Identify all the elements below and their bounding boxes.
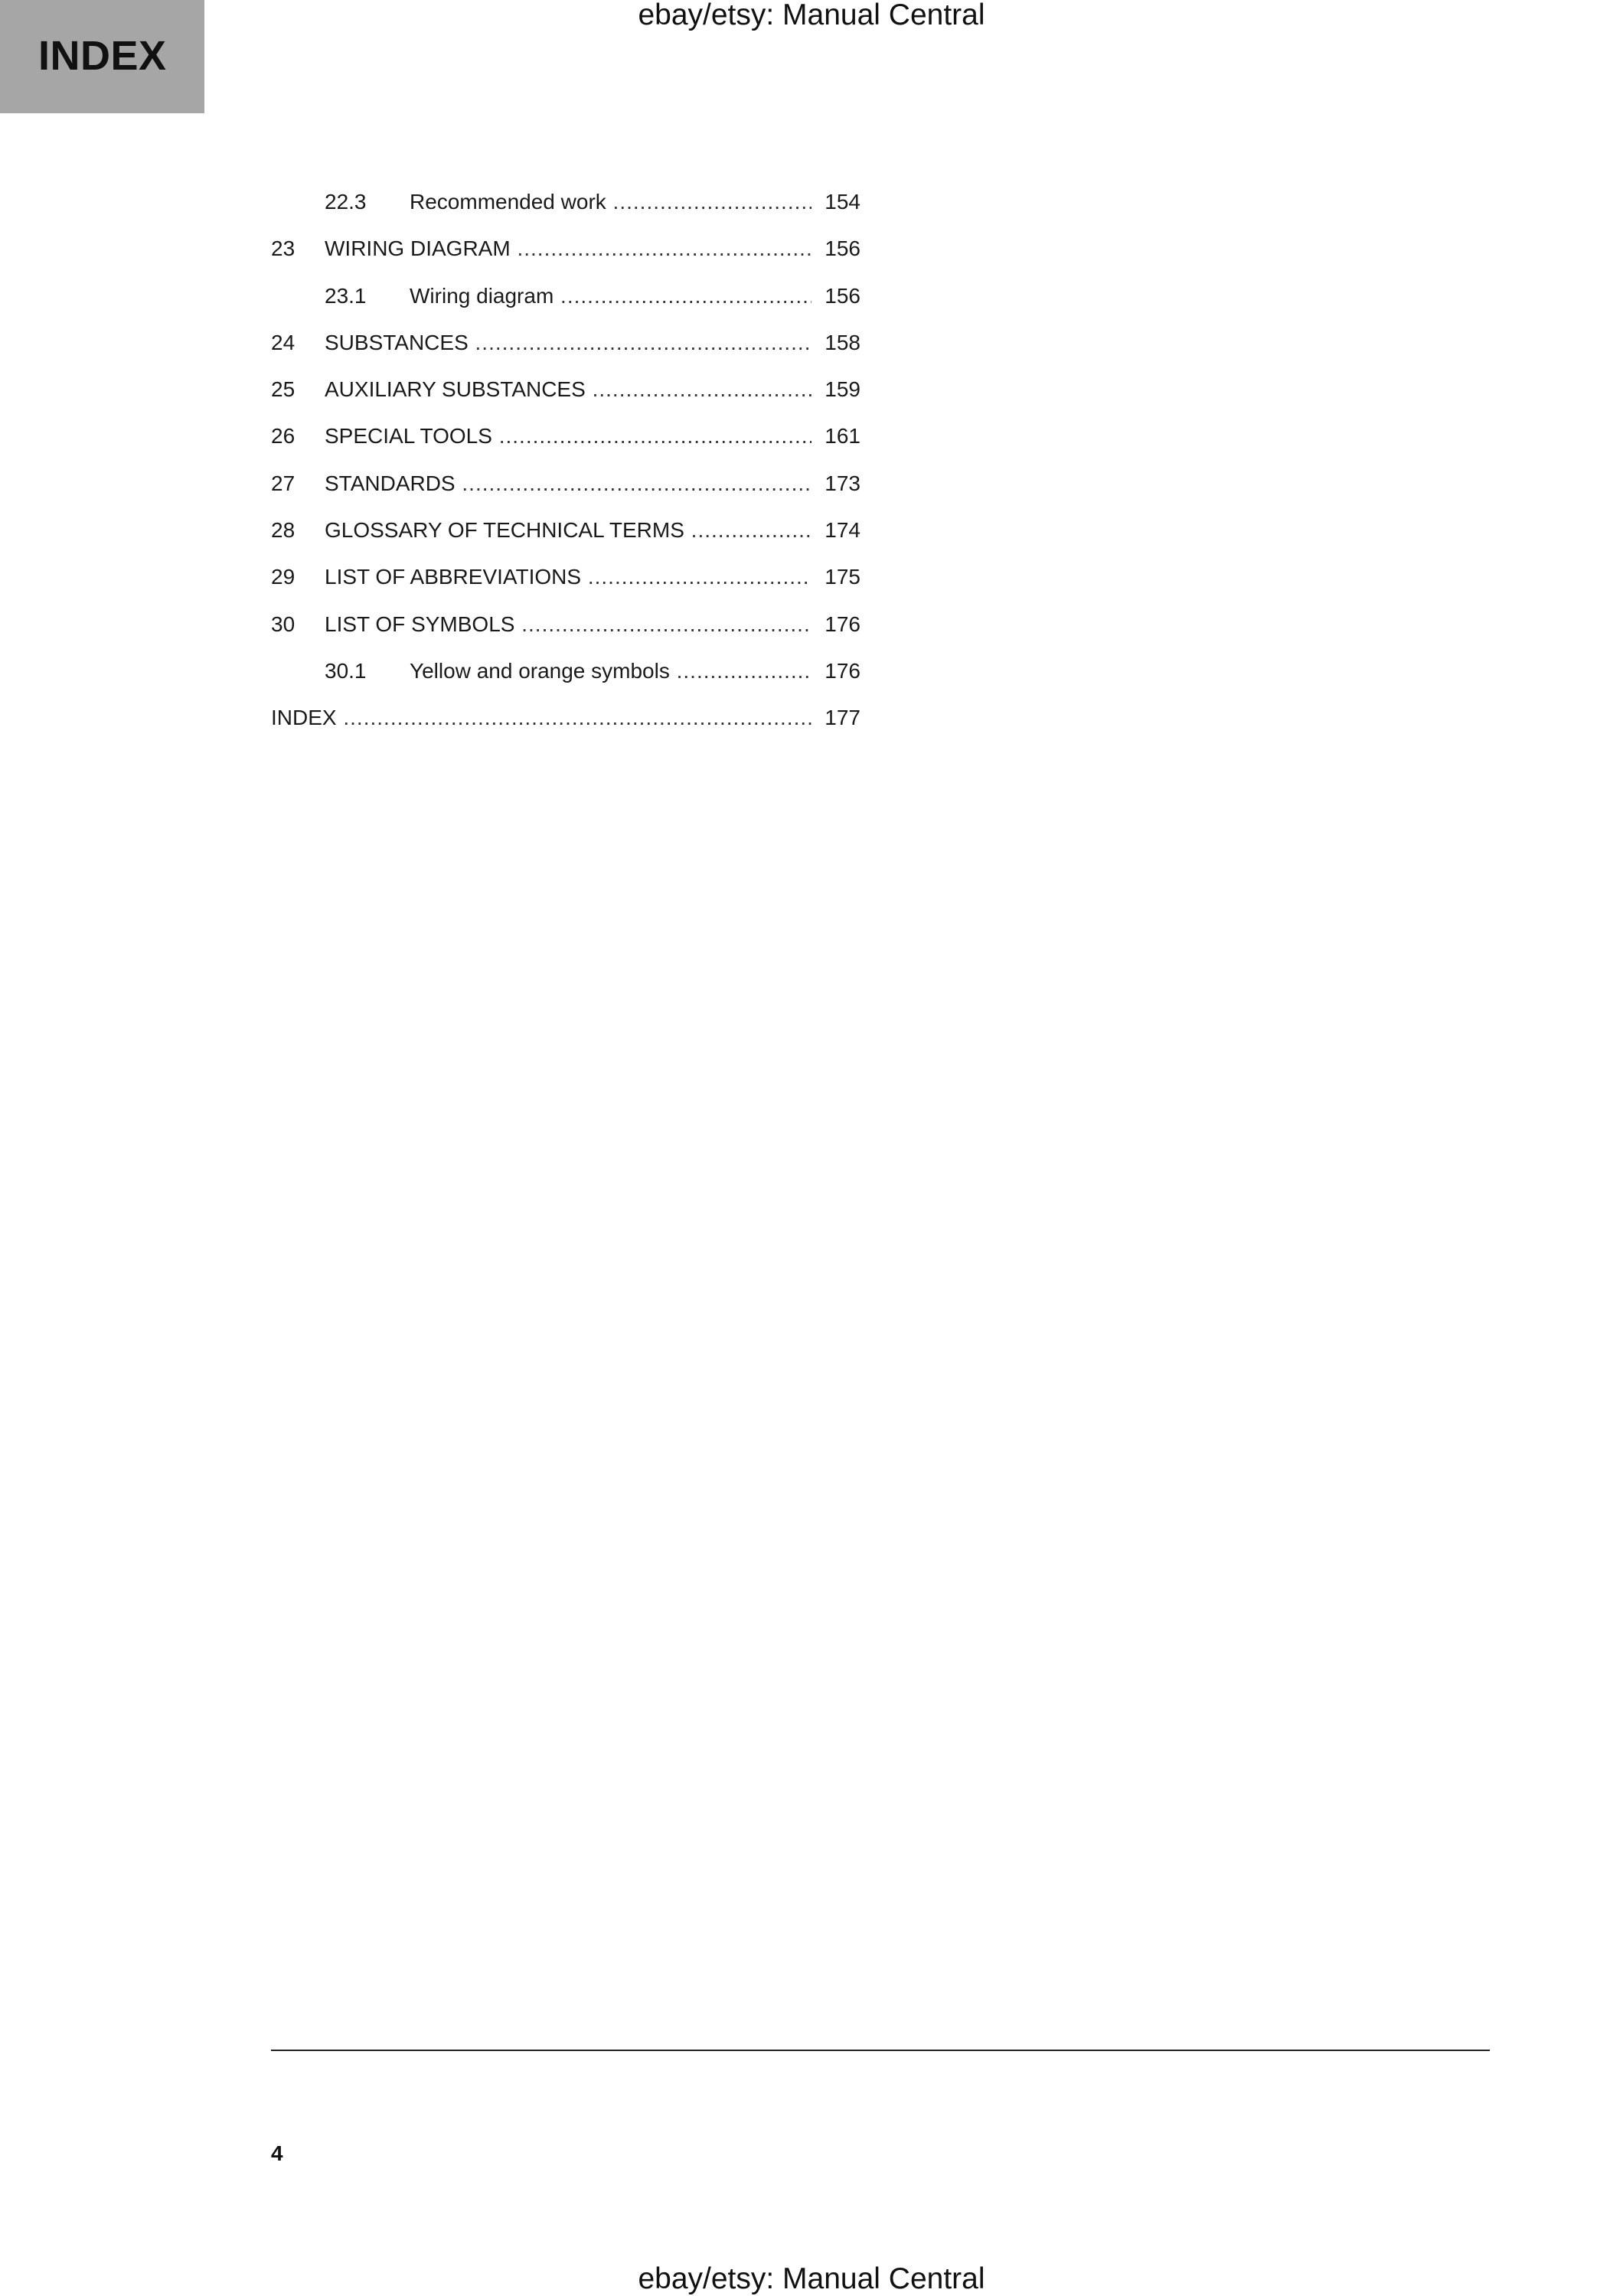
table-of-contents — [271, 188, 860, 751]
toc-entry-title: WIRING DIAGRAM ..... — [325, 236, 812, 260]
toc-entry[interactable] — [271, 516, 860, 563]
toc-entry-page: 158 — [825, 330, 860, 354]
toc-entry-number: 24 — [271, 330, 296, 354]
toc-entry-number: 30.1 — [325, 658, 367, 683]
page-number: 4 — [271, 2141, 283, 2165]
toc-entry-page: 159 — [825, 377, 860, 402]
toc-entry-number: 27 — [271, 471, 296, 495]
toc-entry[interactable] — [271, 657, 860, 703]
footer-watermark: ebay/etsy: Manual Central — [638, 2262, 985, 2295]
toc-entry[interactable] — [271, 234, 860, 281]
toc-entry[interactable] — [271, 422, 860, 468]
toc-entry-page: 156 — [825, 283, 860, 308]
toc-entry-page: 154 — [825, 190, 860, 214]
toc-entry-title: SUBSTANCES ..... — [325, 331, 812, 354]
toc-entry-title: GLOSSARY OF TECHNICAL TERMS ..... — [325, 518, 812, 542]
toc-entry-page: 177 — [825, 706, 860, 730]
toc-entry-number: 30 — [271, 612, 296, 636]
section-tab-label: INDEX — [38, 33, 167, 79]
header-watermark: ebay/etsy: Manual Central — [638, 0, 985, 31]
toc-entry-number: 28 — [271, 518, 296, 543]
toc-entry-number: 23 — [271, 236, 296, 261]
toc-entry[interactable] — [271, 469, 860, 516]
toc-entry[interactable] — [271, 703, 860, 750]
toc-entry-page: 156 — [825, 236, 860, 261]
toc-entry-title: LIST OF SYMBOLS ..... — [325, 612, 812, 636]
toc-entry-page: 174 — [825, 518, 860, 543]
toc-entry-page: 176 — [825, 612, 860, 636]
toc-entry-number: 22.3 — [325, 190, 367, 214]
toc-entry-title: LIST OF ABBREVIATIONS ..... — [325, 565, 812, 589]
footer-divider — [271, 2050, 1490, 2051]
toc-entry-number: 23.1 — [325, 283, 367, 308]
toc-entry-title: Recommended work ..... — [410, 190, 812, 214]
toc-entry-page: 161 — [825, 424, 860, 448]
toc-entry-title: Wiring diagram ..... — [410, 284, 812, 308]
toc-entry-page: 175 — [825, 565, 860, 589]
toc-entry-page: 176 — [825, 658, 860, 683]
toc-entry-page: 173 — [825, 471, 860, 495]
toc-entry[interactable] — [271, 282, 860, 328]
toc-entry-number: 29 — [271, 565, 296, 589]
toc-entry-title: STANDARDS ..... — [325, 471, 812, 495]
toc-entry[interactable] — [271, 188, 860, 234]
toc-entry-number: 26 — [271, 424, 296, 448]
toc-entry[interactable] — [271, 375, 860, 422]
toc-entry[interactable] — [271, 563, 860, 609]
toc-entry-title: AUXILIARY SUBSTANCES ..... — [325, 377, 812, 401]
toc-entry-title: INDEX ..... — [271, 706, 812, 729]
toc-entry-title: SPECIAL TOOLS ..... — [325, 424, 812, 448]
toc-entry-number: 25 — [271, 377, 296, 402]
toc-entry[interactable] — [271, 610, 860, 657]
toc-entry[interactable] — [271, 328, 860, 375]
toc-entry-title: Yellow and orange symbols ..... — [410, 659, 812, 683]
